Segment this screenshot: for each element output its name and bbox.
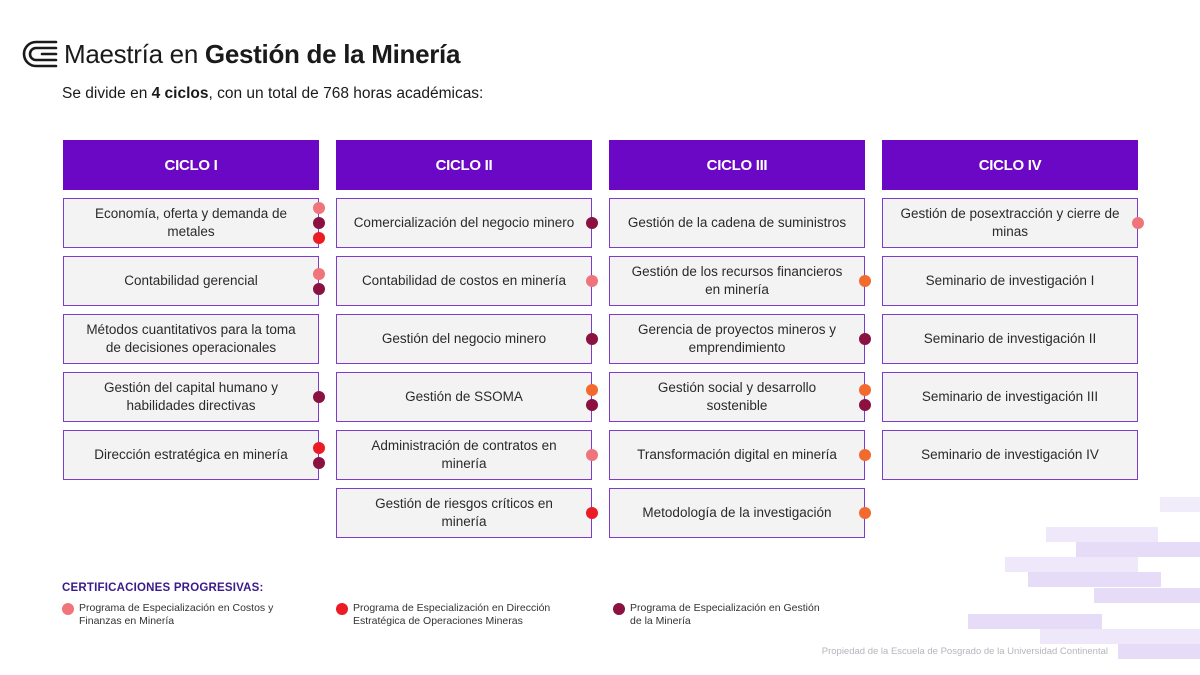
certification-dot-icon <box>1132 217 1144 229</box>
course-card <box>336 314 592 364</box>
certification-dot-icon <box>586 384 598 396</box>
certification-dot-icon <box>859 449 871 461</box>
course-name: Metodología de la investigación <box>642 505 832 520</box>
certification-dot-icon <box>586 449 598 461</box>
course-card <box>882 314 1138 364</box>
certification-legend-item <box>613 602 830 628</box>
cycle-header: CICLO IV <box>882 140 1138 190</box>
course-card <box>63 314 319 364</box>
legend-dot-icon <box>62 603 74 615</box>
certification-dot-icon <box>859 333 871 345</box>
certification-markers <box>313 373 325 421</box>
course-card <box>882 256 1138 306</box>
course-name: Gestión del negocio minero <box>381 331 547 346</box>
cycle-column <box>882 140 1138 480</box>
certification-dot-icon <box>859 507 871 519</box>
course-card <box>336 372 592 422</box>
course-name: Métodos cuantitativos para la toma de decisiones operacionales <box>86 322 296 355</box>
certification-dot-icon <box>313 202 325 214</box>
certification-dot-icon <box>859 384 871 396</box>
certification-markers <box>313 199 325 247</box>
title-bold: Gestión de la Minería <box>204 38 461 69</box>
course-name: Gestión social y desarrollo sostenible <box>657 380 817 413</box>
course-card <box>336 430 592 480</box>
page-title <box>64 39 460 70</box>
course-name: Economía, oferta y demanda de metales <box>94 206 288 239</box>
certification-markers <box>859 315 871 363</box>
certification-dot-icon <box>586 275 598 287</box>
course-card <box>336 198 592 248</box>
course-card <box>882 430 1138 480</box>
certification-markers <box>859 431 871 479</box>
subtitle-suffix: , con un total de 768 horas académicas: <box>208 85 484 102</box>
certification-markers <box>859 489 871 537</box>
course-name: Gestión de SSOMA <box>405 389 523 404</box>
course-name: Contabilidad gerencial <box>124 273 258 288</box>
course-card <box>609 430 865 480</box>
course-card <box>336 488 592 538</box>
certification-dot-icon <box>859 399 871 411</box>
certification-dot-icon <box>586 217 598 229</box>
course-name: Contabilidad de costos en minería <box>361 273 567 288</box>
legend-dot-icon <box>613 603 625 615</box>
course-name: Seminario de investigación I <box>925 273 1095 288</box>
course-name: Gestión del capital humano y habilidades directivas <box>103 380 279 413</box>
certification-dot-icon <box>586 333 598 345</box>
course-card <box>609 256 865 306</box>
certification-dot-icon <box>313 283 325 295</box>
certification-dot-icon <box>586 399 598 411</box>
certification-markers <box>586 431 598 479</box>
certification-dot-icon <box>313 442 325 454</box>
certification-legend-item <box>336 602 553 628</box>
course-card <box>63 198 319 248</box>
continental-logo-icon <box>22 38 58 70</box>
certification-markers <box>586 489 598 537</box>
course-card <box>609 372 865 422</box>
course-name: Transformación digital en minería <box>637 447 837 462</box>
course-name: Gestión de la cadena de suministros <box>627 215 847 230</box>
course-name: Seminario de investigación III <box>921 389 1099 404</box>
certification-markers <box>586 315 598 363</box>
certification-dot-icon <box>313 232 325 244</box>
course-name: Dirección estratégica en minería <box>94 447 288 462</box>
certification-legend-item <box>62 602 279 628</box>
course-name: Seminario de investigación IV <box>921 447 1099 462</box>
course-card <box>882 198 1138 248</box>
certification-markers <box>586 373 598 421</box>
subtitle-bold: 4 ciclos <box>151 85 209 102</box>
certifications-title: CERTIFICACIONES PROGRESIVAS: <box>62 582 264 594</box>
course-card <box>63 372 319 422</box>
course-card <box>609 314 865 364</box>
certification-markers <box>313 431 325 479</box>
course-card <box>609 488 865 538</box>
legend-label: Programa de Especialización en Costos y Finanzas en Minería <box>79 602 274 627</box>
certification-markers <box>859 257 871 305</box>
legend-dot-icon <box>336 603 348 615</box>
footer-copyright: Propiedad de la Escuela de Posgrado de la Universidad Continental <box>821 646 1108 657</box>
cycle-header: CICLO II <box>336 140 592 190</box>
cycle-header: CICLO I <box>63 140 319 190</box>
certification-markers <box>313 257 325 305</box>
cycle-column <box>336 140 592 538</box>
cycle-header: CICLO III <box>609 140 865 190</box>
course-name: Administración de contratos en minería <box>371 438 557 471</box>
subtitle-prefix: Se divide en <box>62 85 152 102</box>
course-name: Seminario de investigación II <box>923 331 1097 346</box>
certification-markers <box>586 257 598 305</box>
course-card <box>63 256 319 306</box>
certification-dot-icon <box>313 217 325 229</box>
course-name: Gestión de posextracción y cierre de minas <box>900 206 1120 239</box>
title-prefix: Maestría en <box>64 38 205 69</box>
certification-dot-icon <box>859 275 871 287</box>
course-card <box>609 198 865 248</box>
certification-dot-icon <box>313 391 325 403</box>
course-name: Gestión de los recursos financieros en minería <box>631 264 843 297</box>
certification-markers <box>586 199 598 247</box>
cycle-column <box>63 140 319 480</box>
page-header <box>22 38 460 70</box>
certification-markers <box>859 373 871 421</box>
page-subtitle <box>62 85 483 103</box>
certification-dot-icon <box>586 507 598 519</box>
course-card <box>63 430 319 480</box>
course-name: Comercialización del negocio minero <box>353 215 575 230</box>
legend-label: Programa de Especialización en Dirección Estratégica de Operaciones Mineras <box>353 602 551 627</box>
certification-markers <box>1132 199 1144 247</box>
course-name: Gestión de riesgos críticos en minería <box>375 496 553 529</box>
cycle-column <box>609 140 865 538</box>
course-card <box>882 372 1138 422</box>
course-name: Gerencia de proyectos mineros y emprendimiento <box>637 322 837 355</box>
certification-dot-icon <box>313 457 325 469</box>
legend-label: Programa de Especialización en Gestión de la Minería <box>630 602 820 627</box>
certification-dot-icon <box>313 268 325 280</box>
course-card <box>336 256 592 306</box>
